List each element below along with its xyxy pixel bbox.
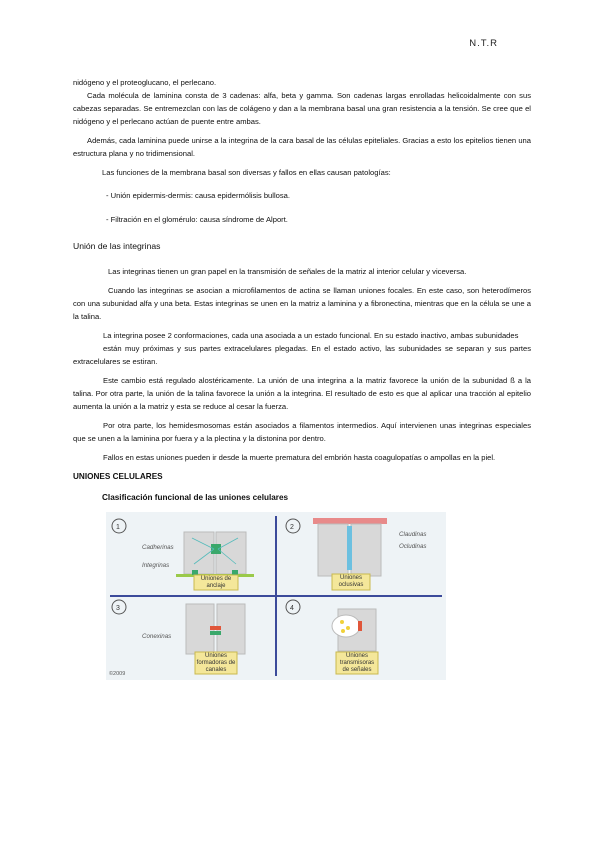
paragraph: están muy próximas y sus partes extracelulares plegadas. En el estado activo, las subunidades se separan y sus partes extracelulares se estiran.: [73, 344, 531, 366]
list-item: - Filtración en el glomérulo: causa síndrome de Alport.: [106, 215, 288, 224]
paragraph: Las integrinas tienen un gran papel en la transmisión de señales de la matriz al interior celular y viceversa.: [108, 267, 467, 276]
receptor: [358, 621, 362, 631]
figure-credit: ©2009: [109, 671, 126, 677]
cell-shape: [217, 604, 245, 654]
cell-shape: [184, 532, 214, 574]
connexon: [210, 631, 221, 635]
connexon: [210, 626, 221, 630]
cell-shape: [318, 524, 348, 576]
cell-junctions-figure: [106, 512, 446, 680]
label-integrinas: Integrinas: [142, 562, 170, 569]
figure-graphic: [106, 512, 446, 680]
label-claudinas: Claudinas: [399, 531, 427, 538]
box-channels: Uniones formadoras de canales: [196, 653, 236, 673]
panel-number: 2: [290, 524, 294, 531]
paragraph: Este cambio está regulado alostéricamente. La unión de una integrina a la matriz favorece la unión de la subunidad ß a la talina. Por otra parte, la unión de la talina favorece la unión a la integrina. El resultado de esto es que al aplicar una tracción al epitelio aumenta la unión a la matriz y esta se reduce al cesar la fuerza.: [73, 376, 531, 411]
box-signaling: Uniones transmisoras de señales: [339, 653, 375, 673]
synapse-terminal: [332, 615, 360, 637]
label-ocludinas: Ocludinas: [399, 543, 427, 550]
box-occluding: Uniones oclusivas: [338, 575, 364, 588]
section-heading: Unión de las integrinas: [73, 241, 161, 251]
box-anchoring: Uniones de anclaje: [200, 576, 232, 589]
apical-surface: [313, 518, 387, 524]
section-heading: UNIONES CELULARES: [73, 472, 163, 481]
paragraph: nidógeno y el proteoglucano, el perlecano.: [73, 78, 217, 87]
paragraph: Cuando las integrinas se asocian a microfilamentos de actina se llaman uniones focales. En este caso, son heterodímeros con una subunidad alfa y una beta. Estas integrinas se unen en la matriz a laminina y a fibronectina, mientras que en la célula se une a la talina.: [73, 286, 531, 321]
cell-shape: [186, 604, 214, 654]
panel-number: 4: [290, 605, 294, 612]
paragraph: Las funciones de la membrana basal son diversas y fallos en ellas causan patologías:: [102, 168, 391, 177]
paragraph: Además, cada laminina puede unirse a la integrina de la cara basal de las células epiteliales. Gracias a esto los epitelios tienen una estructura plana y no tridimensional.: [73, 136, 531, 158]
paragraph: Cada molécula de laminina consta de 3 cadenas: alfa, beta y gamma. Son cadenas largas enrolladas helicoidalmente con sus cabezas separadas. Se entremezclan con las de colágeno y dan a la membrana basal una gran resistencia a la tensión. Se cree que el nidógeno y el perlecano actúan de puente entre ambas.: [73, 91, 531, 126]
document-body: [73, 76, 531, 680]
list-item: - Unión epidermis-dermis: causa epidermólisis bullosa.: [106, 191, 291, 200]
integrin-junction: [232, 570, 238, 575]
paragraph: Fallos en estas uniones pueden ir desde la muerte prematura del embrión hasta coagulopatías o ampollas en la piel.: [103, 453, 496, 462]
label-cadherinas: Cadherinas: [142, 544, 174, 551]
subsection-heading: Clasificación funcional de las uniones celulares: [102, 493, 289, 502]
panel-number: 1: [116, 524, 120, 531]
claudin-strip: [347, 526, 352, 570]
paragraph: Por otra parte, los hemidesmosomas están asociados a filamentos intermedios. Aquí intervienen unas integrinas especiales que se unen a la laminina por fuera y a la plectina y la distonina por dentro.: [73, 421, 531, 443]
integrin-junction: [192, 570, 198, 575]
label-conexinas: Conexinas: [142, 633, 172, 640]
author-initials: N.T.R: [469, 38, 498, 49]
panel-number: 3: [116, 605, 120, 612]
cell-shape: [351, 524, 381, 576]
paragraph: La integrina posee 2 conformaciones, cada una asociada a un estado funcional. En su estado inactivo, ambas subunidades: [103, 331, 519, 340]
cadherin-junction: [211, 544, 221, 554]
